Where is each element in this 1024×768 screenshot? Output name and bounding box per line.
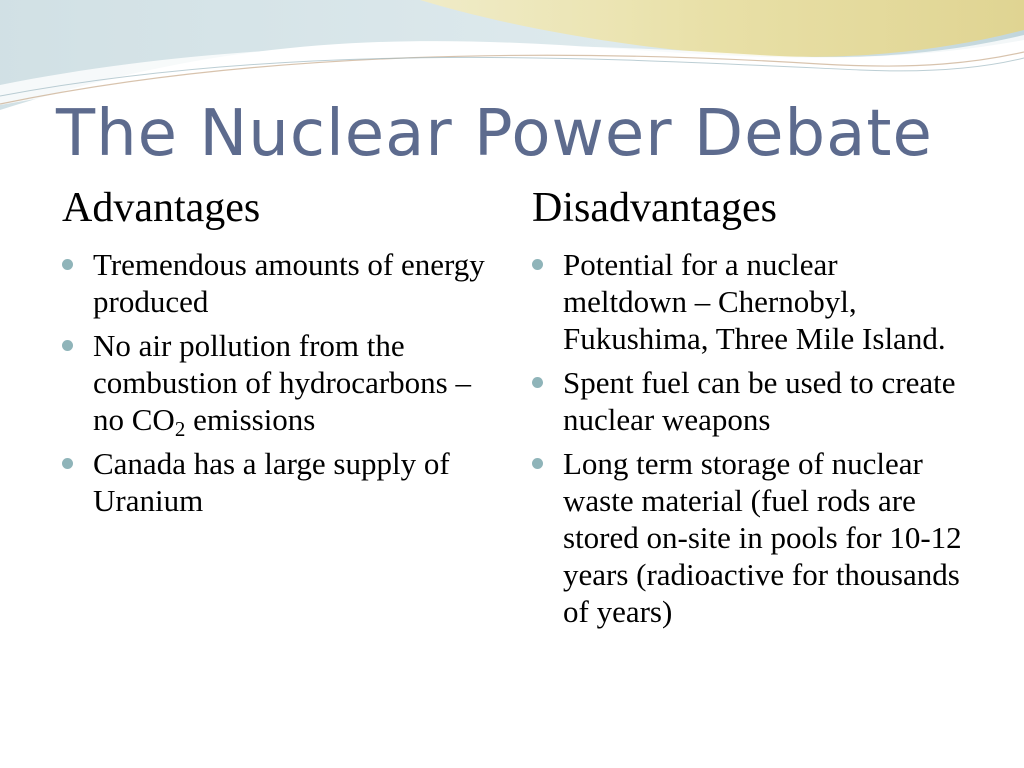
bullet-text: Potential for a nuclear meltdown – Chernobyl, Fukushima, Three Mile Island. (563, 247, 946, 356)
bullet-dot-icon (62, 340, 73, 351)
advantages-heading: Advantages (62, 185, 261, 231)
list-item (62, 445, 502, 519)
list-item (532, 445, 962, 630)
bullet-dot-icon (532, 259, 543, 270)
disadvantages-list (532, 246, 962, 630)
bullet-dot-icon (532, 458, 543, 469)
bullet-text: Canada has a large supply of Uranium (93, 446, 450, 518)
bullet-dot-icon (62, 259, 73, 270)
bullet-dot-icon (62, 458, 73, 469)
disadvantages-column (532, 184, 962, 637)
advantages-list (62, 246, 502, 519)
bullet-text: No air pollution from the combustion of hydrocarbons – no CO (93, 328, 471, 437)
bullet-text: Tremendous amounts of energy produced (93, 247, 485, 319)
list-item (532, 246, 962, 357)
bullet-text: Long term storage of nuclear waste material (fuel rods are stored on-site in pools for 10-12 years (radioactive for thousands of years) (563, 446, 962, 629)
bullet-text: Spent fuel can be used to create nuclear weapons (563, 365, 956, 437)
subscript-two: 2 (174, 417, 186, 441)
disadvantages-heading: Disadvantages (532, 185, 777, 231)
slide-title: The Nuclear Power Debate (56, 97, 933, 171)
bullet-text-tail: emissions (185, 402, 316, 437)
list-item (62, 327, 502, 441)
advantages-column (62, 184, 502, 526)
bullet-dot-icon (532, 377, 543, 388)
list-item (62, 246, 502, 320)
list-item (532, 364, 962, 438)
